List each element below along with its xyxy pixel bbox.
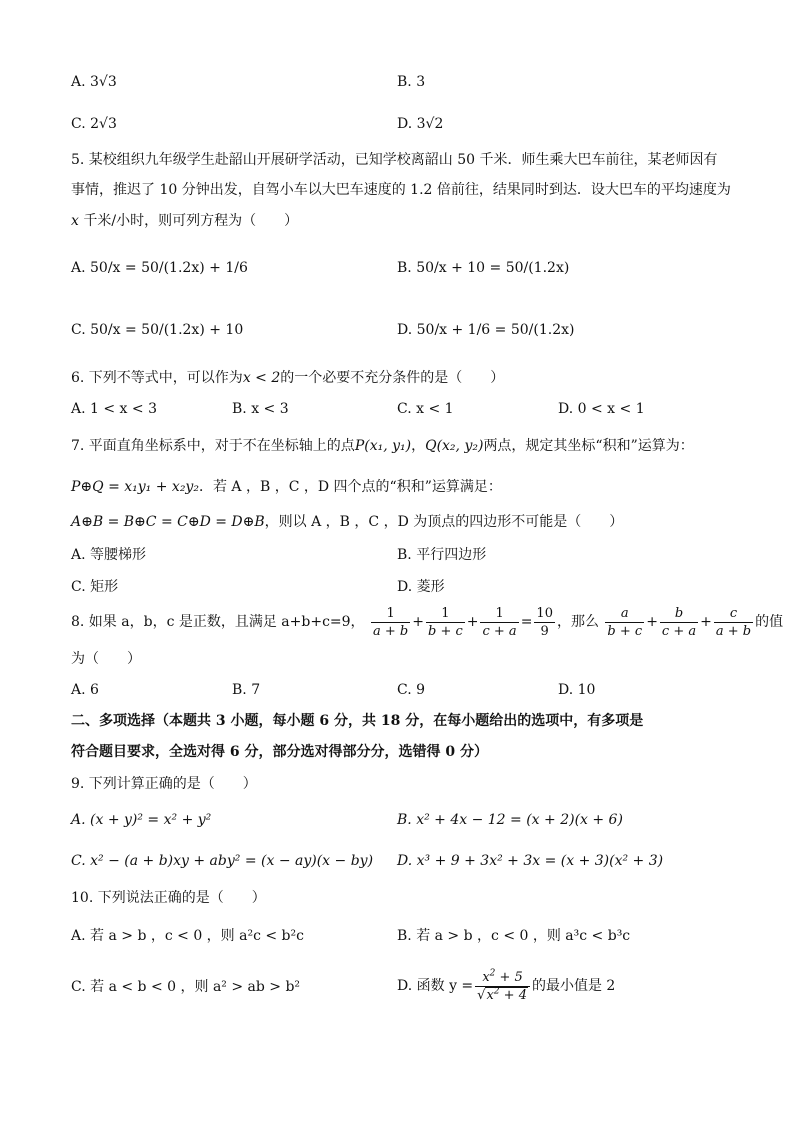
q7-stem-a: 7. 平面直角坐标系中，对于不在坐标轴上的点 — [71, 438, 355, 454]
fraction-1-over-c-plus-a: $\frac{1}{c + a}$ — [482, 605, 517, 639]
q7-stem-line3-text: ，则以 A ，B ，C ，D 为顶点的四边形不可能是（ ） — [264, 514, 624, 530]
q7-option-b: B. 平行四边形 — [397, 547, 487, 563]
q8-stem-a: 8. 如果 a，b，c 是正数，且满足 a+b+c=9， — [71, 614, 365, 630]
q7-option-a: A. 等腰梯形 — [71, 547, 147, 563]
q7-condition: A⊕B = B⊕C = C⊕D = D⊕B — [71, 514, 265, 530]
q5-option-b: B. 50/x + 10 = 50/(1.2x) — [397, 260, 570, 276]
section2-header-line1: 二、多项选择（本题共 3 小题，每小题 6 分，共 18 分，在每小题给出的选项中，有多项是 — [71, 713, 644, 729]
q10-stem: 10. 下列说法正确的是（ ） — [71, 890, 266, 906]
q7-separator: ， — [411, 438, 426, 454]
q10-option-d-suffix: 的最小值是 2 — [531, 978, 616, 994]
q4-option-d: D. 3√2 — [397, 116, 444, 132]
q6-stem — [71, 368, 504, 388]
q8-stem-b: ，那么 — [556, 614, 599, 630]
q7-point-q: Q(x₂, y₂) — [425, 438, 484, 454]
q10-option-c: C. 若 a < b < 0 ，则 a² > ab > b² — [71, 979, 301, 995]
q6-option-d: D. 0 < x < 1 — [558, 401, 645, 417]
q8-stem-line2: 为（ ） — [71, 651, 141, 667]
q9-option-b: B. x² + 4x − 12 = (x + 2)(x + 6) — [397, 812, 623, 828]
fraction-10-over-9: $\frac{10}{9}$ — [536, 605, 553, 639]
q5-stem-line2: 事情，推迟了 10 分钟出发，自驾小车以大巴车速度的 1.2 倍前往，结果同时到达．设大巴车的平均速度为 — [71, 182, 731, 198]
q6-stem-a: 6. 下列不等式中，可以作为 — [71, 370, 243, 386]
q6-condition: x < 2 — [242, 370, 281, 386]
fraction-c-over-a-plus-b: $\frac{c}{a + b}$ — [715, 605, 752, 639]
q9-stem: 9. 下列计算正确的是（ ） — [71, 776, 257, 792]
q5-variable: x — [71, 213, 79, 229]
q7-option-c: C. 矩形 — [71, 579, 119, 595]
q6-stem-b: 的一个必要不充分条件的是（ ） — [280, 370, 505, 386]
q7-stem-line3 — [71, 512, 623, 532]
q6-option-a: A. 1 < x < 3 — [71, 401, 157, 417]
fraction-b-over-c-plus-a: $\frac{b}{c + a}$ — [661, 605, 697, 639]
q9-option-c: C. x² − (a + b)xy + aby² = (x − ay)(x − by) — [71, 853, 374, 869]
fraction-1-over-a-plus-b: $\frac{1}{a + b}$ — [373, 605, 409, 639]
q7-operation-definition: P⊕Q = x₁y₁ + x₂y₂ — [71, 479, 199, 495]
section2-header-line2: 符合题目要求，全选对得 6 分，部分选对得部分分，选错得 0 分） — [71, 744, 488, 760]
q8-option-a: A. 6 — [71, 682, 99, 698]
q9-option-d: D. x³ + 9 + 3x² + 3x = (x + 3)(x² + 3) — [397, 853, 664, 869]
q4-option-b: B. 3 — [397, 74, 426, 90]
q7-stem-line2 — [71, 477, 502, 497]
q5-option-d: D. 50/x + 1/6 = 50/(1.2x) — [397, 322, 575, 338]
q7-option-d: D. 菱形 — [397, 579, 445, 595]
q4-option-c: C. 2√3 — [71, 116, 117, 132]
q8-stem-c: 的值 — [755, 614, 784, 630]
q9-option-a: A. (x + y)² = x² + y² — [71, 812, 212, 828]
q8-stem-line1: 8. 如果 a，b，c 是正数，且满足 a+b+c=9， $\frac{1}{a + b}$ + $\frac{1}{b + c}$ + $\frac{1}{c + a}$ = $\frac{10}{9}$ ，那么 $\frac{a}{b + c}$ + $\frac{b}{c + a}$ + $\frac{c}{a + b}$ 的值 — [71, 605, 784, 639]
q6-option-b: B. x < 3 — [232, 401, 289, 417]
q7-point-p: P(x₁, y₁) — [354, 438, 412, 454]
q7-stem-b: 两点，规定其坐标“积和”运算为： — [483, 438, 694, 454]
fraction-function-y: $\frac{x^2 + 5}{√x^2 + 4}$ — [475, 969, 530, 1004]
q4-option-a: A. 3√3 — [71, 74, 117, 90]
q10-option-b: B. 若 a > b ，c < 0 ，则 a³c < b³c — [397, 928, 631, 944]
q7-stem-line1 — [71, 436, 694, 456]
q5-option-c: C. 50/x = 50/(1.2x) + 10 — [71, 322, 244, 338]
q10-option-d-prefix: D. 函数 y = — [397, 978, 474, 994]
q8-option-c: C. 9 — [397, 682, 426, 698]
q5-stem-tail: 千米/小时，则可列方程为（ ） — [78, 213, 299, 229]
q5-option-a: A. 50/x = 50/(1.2x) + 1/6 — [71, 260, 248, 276]
q8-option-d: D. 10 — [558, 682, 596, 698]
q10-option-d — [397, 966, 615, 1006]
q6-option-c: C. x < 1 — [397, 401, 454, 417]
q5-stem-line1: 5. 某校组织九年级学生赴韶山开展研学活动，已知学校离韶山 50 千米．师生乘大巴车前往，某老师因有 — [71, 152, 718, 168]
fraction-a-over-b-plus-c: $\frac{a}{b + c}$ — [607, 605, 643, 639]
q10-option-a: A. 若 a > b ，c < 0 ，则 a²c < b²c — [71, 928, 304, 944]
q5-stem-line3 — [71, 211, 298, 231]
q8-option-b: B. 7 — [232, 682, 261, 698]
fraction-1-over-b-plus-c: $\frac{1}{b + c}$ — [427, 605, 463, 639]
q7-stem-line2-text: ．若 A ，B ，C ，D 四个点的“积和”运算满足： — [198, 479, 502, 495]
